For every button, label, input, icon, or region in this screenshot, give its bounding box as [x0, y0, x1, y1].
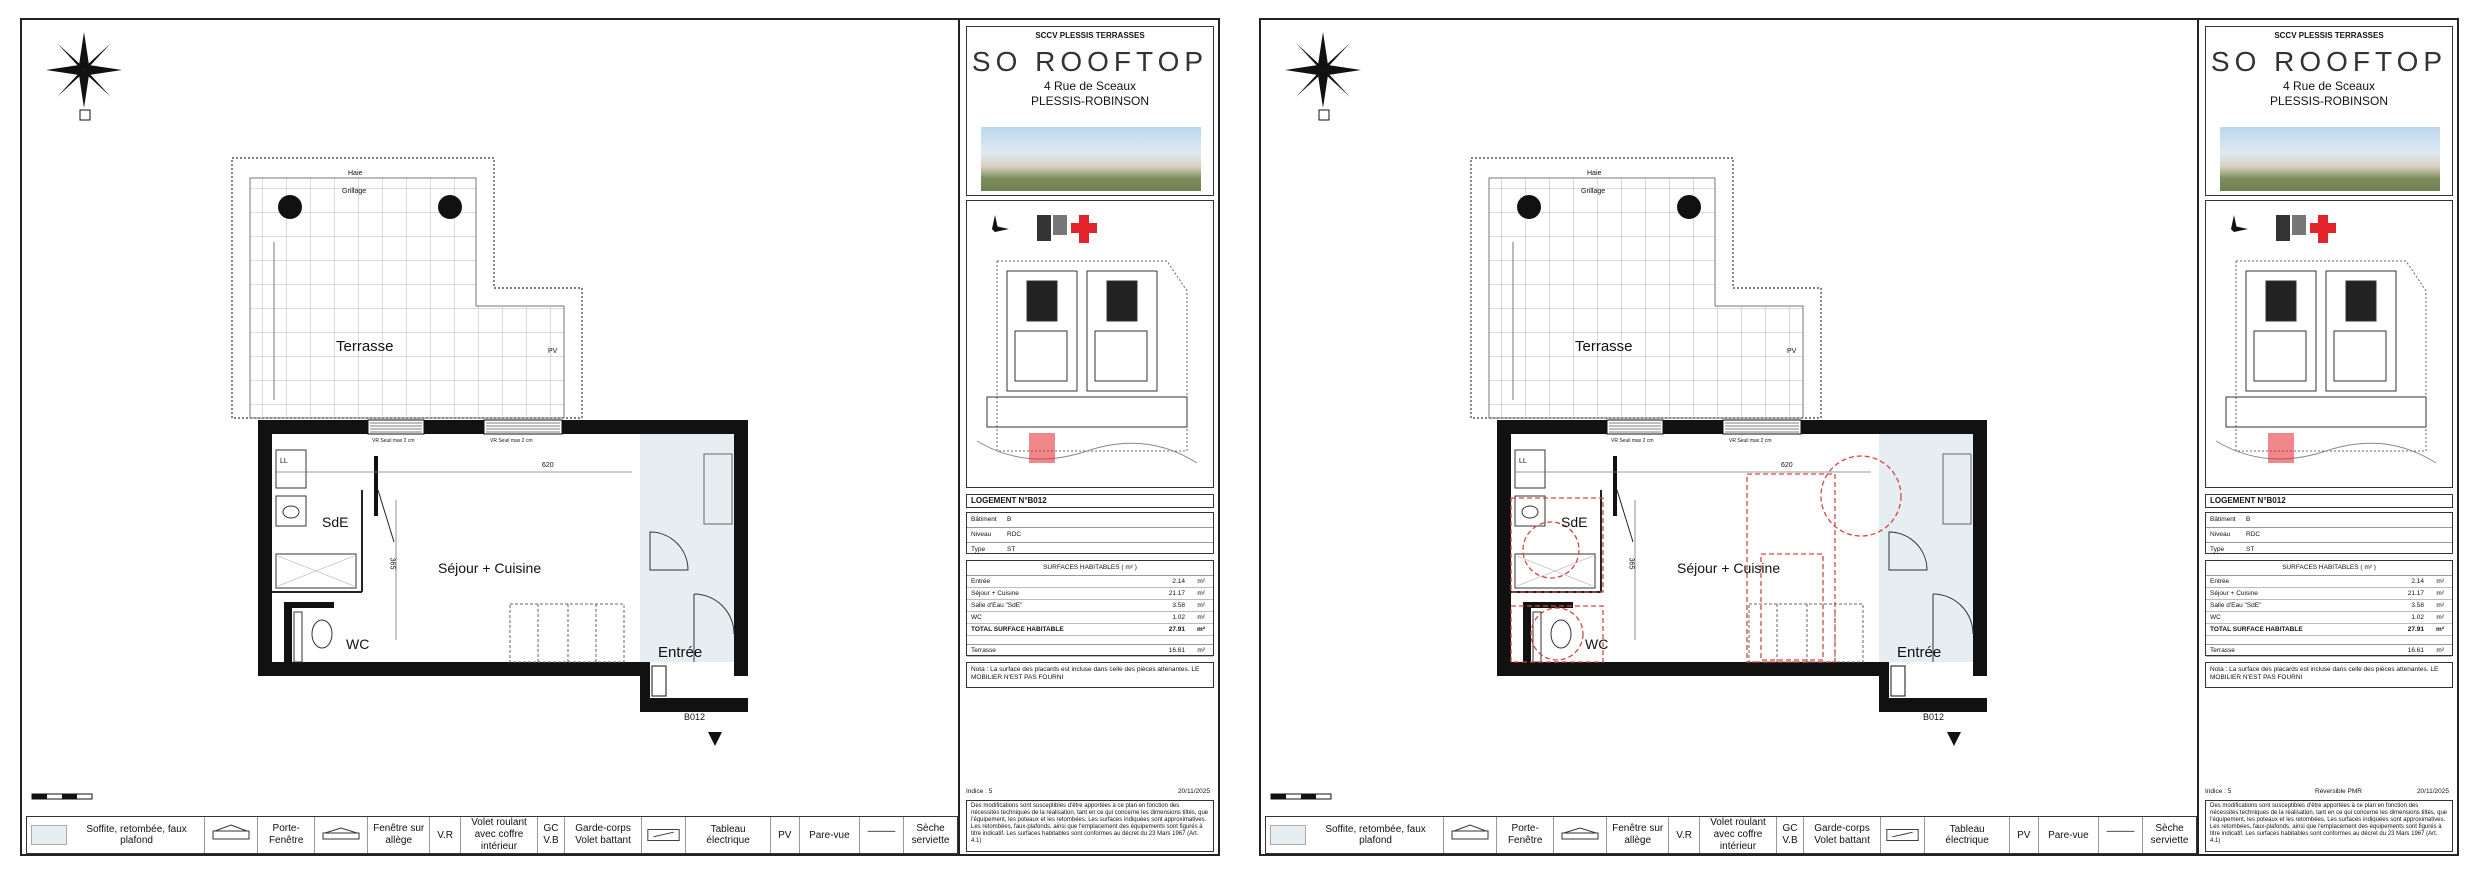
- legend-vr: V.R: [1669, 817, 1700, 853]
- planter-right: [1677, 195, 1701, 219]
- target-unit-marker: [2268, 433, 2294, 463]
- legend-seche-serviette: Sèche serviette: [911, 823, 950, 846]
- legend-pv: PV: [771, 817, 800, 853]
- window-vr-1: [1607, 420, 1663, 434]
- legend-soffite: Soffite, retombée, faux plafond: [27, 817, 205, 853]
- terrace-row: Terrasse 16.61 m²: [967, 644, 1213, 657]
- electrical-panel: [1891, 666, 1905, 696]
- legend-seche-serviette: Sèche serviette: [2150, 823, 2189, 846]
- surface-total-row: TOTAL SURFACE HABITABLE 27.91 m²: [2206, 624, 2452, 636]
- floor-plan: [1261, 20, 2197, 810]
- vr-label-1: VR Seuil max 2 cm: [1611, 438, 1654, 444]
- room-label-sde: SdE: [322, 514, 349, 530]
- legend-fenetre-icon: [315, 817, 368, 853]
- site-plan: [2205, 200, 2453, 488]
- project-logo: SO ROOFTOP: [971, 46, 1209, 77]
- scale-bar-icon: [32, 794, 92, 799]
- project-header: [966, 26, 1214, 196]
- legend-gc-vb: GC V.B: [538, 817, 565, 853]
- furniture-note: Nota : La surface des placards est incluse dans celle des pièces attenantes. LE MOBILIER N'EST PAS FOURNI: [966, 662, 1214, 688]
- surfaces-table: [2205, 560, 2453, 656]
- info-row: Type ST: [2210, 546, 2255, 553]
- planter-right: [438, 195, 462, 219]
- pare-vue-label: PV: [548, 348, 558, 355]
- info-row: Niveau RDC: [2206, 528, 2452, 543]
- room-label-entree: Entrée: [1897, 644, 1942, 661]
- room-label-wc: WC: [346, 636, 370, 652]
- legend-soffite: Soffite, retombée, faux plafond: [1266, 817, 1444, 853]
- room-label-terrasse: Terrasse: [1575, 338, 1633, 355]
- legend-pare-vue: Pare-vue: [800, 817, 860, 853]
- kitchen-counter: [510, 604, 624, 662]
- fence-label: Grillage: [1581, 188, 1606, 195]
- surface-row: WC 1.02 m²: [967, 612, 1213, 624]
- legend-garde-corps: Garde-corps Volet battant: [1804, 817, 1881, 853]
- revision-label: Réversible PMR: [2315, 788, 2362, 795]
- ll-label: LL: [1519, 458, 1527, 465]
- electrical-panel: [652, 666, 666, 696]
- indice-label: Indice : 5: [966, 788, 993, 795]
- legend-garde-corps: Garde-corps Volet battant: [565, 817, 642, 853]
- plan-sheet-standard: [20, 18, 1220, 856]
- pmr-overlay: [1511, 456, 1901, 662]
- project-header: [2205, 26, 2453, 196]
- washing-machine: [1515, 450, 1545, 488]
- building-photo: [2220, 127, 2440, 191]
- legend-porte-fenetre-icon: [205, 817, 258, 853]
- site-plan-drawing: [967, 201, 1214, 488]
- surfaces-header: SURFACES HABITABLES ( m² ): [2206, 561, 2452, 576]
- dimension-365: 365: [388, 557, 396, 570]
- pare-vue-label: PV: [1787, 348, 1797, 355]
- surface-row: Salle d'Eau "SdE" 3.58 m²: [2206, 600, 2452, 612]
- room-label-entree: Entrée: [658, 644, 703, 661]
- north-arrow-icon: [46, 32, 122, 120]
- info-row: Bâtiment B: [967, 513, 1213, 528]
- window-vr-1: [368, 420, 424, 434]
- furniture-note: Nota : La surface des placards est incluse dans celle des pièces attenantes. LE MOBILIER N'EST PAS FOURNI: [2205, 662, 2453, 688]
- vr-label-1: VR Seuil max 2 cm: [372, 438, 415, 444]
- title-block: [2197, 20, 2457, 856]
- legend-porte-fenetre: Porte- Fenêtre: [1497, 817, 1554, 853]
- address-line-2: PLESSIS-ROBINSON: [1030, 94, 1150, 108]
- site-plan-drawing: [2206, 201, 2453, 488]
- revision-line: [2205, 788, 2453, 798]
- building-photo: [981, 127, 1201, 191]
- legend-fenetre-allege: Fenêtre sur allège: [368, 817, 430, 853]
- revision-date: 20/11/2025: [1177, 788, 1210, 795]
- entrance-arrow-icon: [1947, 732, 1961, 746]
- surfaces-table: [966, 560, 1214, 656]
- ll-label: LL: [280, 458, 288, 465]
- unit-number: B012: [1923, 712, 1945, 722]
- unit-info-table: [966, 512, 1214, 554]
- legend-vr: V.R: [430, 817, 461, 853]
- surface-row: Entrée 2.14 m²: [2206, 576, 2452, 588]
- window-vr-2: [484, 420, 562, 434]
- toilet: [312, 620, 332, 648]
- hedge-label: Haie: [348, 170, 363, 177]
- legend-tableau: Tableau électrique: [1925, 817, 2010, 853]
- dimension-620: 620: [1781, 462, 1793, 469]
- floor-plan: [22, 20, 958, 810]
- window-vr-2: [1723, 420, 1801, 434]
- entrance-arrow-icon: [708, 732, 722, 746]
- legend-fenetre-allege: Fenêtre sur allège: [1607, 817, 1669, 853]
- room-label-wc: WC: [1585, 636, 1609, 652]
- hedge-label: Haie: [1587, 170, 1602, 177]
- unit-info-table: [2205, 512, 2453, 554]
- kitchen-counter: [1749, 604, 1863, 662]
- info-row: Niveau RDC: [967, 528, 1213, 543]
- legend-volet-roulant: Volet roulant avec coffre intérieur: [1700, 817, 1777, 853]
- logement-number: LOGEMENT N°B012: [966, 494, 1214, 508]
- toilet: [1551, 620, 1571, 648]
- room-label-sejour: Séjour + Cuisine: [438, 560, 542, 576]
- address-line-1: 4 Rue de Sceaux: [1043, 79, 1137, 93]
- disclaimer-text: Des modifications sont susceptibles d'être apportées à ce plan en fonction des nécessités techniques de la réalisation, tant en ce qui concerne les dimensions tiltés, que l'équipement, les poteaux et les retombées. Les surfaces indiquées sont approximatives. Les retombées, faux-plafonds, ainsi que l'emplacement des équipements sont figurés à titre indicatif. Les surfaces habitables sont conformes au décret du 23 Mars 1967 (Art. 4.1): [966, 800, 1214, 852]
- legend-seche-icon: [2099, 817, 2143, 853]
- legend-tableau: Tableau électrique: [686, 817, 771, 853]
- planter-left: [1517, 195, 1541, 219]
- logement-number: LOGEMENT N°B012: [2205, 494, 2453, 508]
- washbasin: [1515, 496, 1545, 526]
- title-block: [958, 20, 1218, 856]
- planter-left: [278, 195, 302, 219]
- address-line-2: PLESSIS-ROBINSON: [2269, 94, 2389, 108]
- legend-bar: [26, 816, 958, 854]
- north-arrow-icon: [1285, 32, 1361, 120]
- legend-fenetre-icon: [1554, 817, 1607, 853]
- floor-plan-drawing: [1261, 20, 2197, 810]
- legend-bar: [1265, 816, 2197, 854]
- floor-plan-drawing: [22, 20, 958, 810]
- room-label-terrasse: Terrasse: [336, 338, 394, 355]
- surface-row: Entrée 2.14 m²: [967, 576, 1213, 588]
- surface-total-row: TOTAL SURFACE HABITABLE 27.91 m²: [967, 624, 1213, 636]
- scale-bar-icon: [1271, 794, 1331, 799]
- vr-label-2: VR Seuil max 2 cm: [1729, 438, 1772, 444]
- legend-porte-fenetre-icon: [1444, 817, 1497, 853]
- legend-gc-vb: GC V.B: [1777, 817, 1804, 853]
- target-unit-marker: [1029, 433, 1055, 463]
- info-row: Bâtiment B: [2206, 513, 2452, 528]
- washbasin: [276, 496, 306, 526]
- company-name: SCCV PLESSIS TERRASSES: [2274, 31, 2384, 40]
- plan-sheet-pmr: [1259, 18, 2459, 856]
- soffite-zone: [640, 434, 734, 662]
- dimension-620: 620: [542, 462, 554, 469]
- revision-date: 20/11/2025: [2416, 788, 2449, 795]
- soffite-swatch: [1270, 825, 1306, 845]
- terrace-row: Terrasse 16.61 m²: [2206, 644, 2452, 657]
- disclaimer-text: Des modifications sont susceptibles d'être apportées à ce plan en fonction des nécessités techniques de la réalisation, tant en ce qui concerne les dimensions tiltés, que l'équipement, les poteaux et les retombées. Les surfaces indiquées sont approximatives. Les retombées, faux-plafonds, ainsi que l'emplacement des équipements sont figurés à titre indicatif. Les surfaces habitables sont conformes au décret du 23 Mars 1967 (Art. 4.1): [2205, 800, 2453, 852]
- address-line-1: 4 Rue de Sceaux: [2282, 79, 2376, 93]
- legend-tableau-icon: [1881, 817, 1925, 853]
- soffite-swatch: [31, 825, 67, 845]
- room-label-sejour: Séjour + Cuisine: [1677, 560, 1781, 576]
- unit-number: B012: [684, 712, 706, 722]
- legend-volet-roulant: Volet roulant avec coffre intérieur: [461, 817, 538, 853]
- vr-label-2: VR Seuil max 2 cm: [490, 438, 533, 444]
- surface-row: WC 1.02 m²: [2206, 612, 2452, 624]
- revision-line: [966, 788, 1214, 798]
- project-logo: SO ROOFTOP: [2210, 46, 2448, 77]
- legend-tableau-icon: [642, 817, 686, 853]
- surfaces-header: SURFACES HABITABLES ( m² ): [967, 561, 1213, 576]
- info-row: Type ST: [971, 546, 1016, 553]
- indice-label: Indice : 5: [2205, 788, 2232, 795]
- surface-row: Salle d'Eau "SdE" 3.58 m²: [967, 600, 1213, 612]
- legend-seche-icon: [860, 817, 904, 853]
- company-name: SCCV PLESSIS TERRASSES: [1035, 31, 1145, 40]
- legend-pare-vue: Pare-vue: [2039, 817, 2099, 853]
- soffite-zone: [1879, 434, 1973, 662]
- site-plan: [966, 200, 1214, 488]
- washing-machine: [276, 450, 306, 488]
- room-label-sde: SdE: [1561, 514, 1588, 530]
- dimension-365: 365: [1627, 557, 1635, 570]
- surface-row: Séjour + Cuisine 21.17 m²: [2206, 588, 2452, 600]
- legend-pv: PV: [2010, 817, 2039, 853]
- surface-row: Séjour + Cuisine 21.17 m²: [967, 588, 1213, 600]
- legend-porte-fenetre: Porte- Fenêtre: [258, 817, 315, 853]
- fence-label: Grillage: [342, 188, 367, 195]
